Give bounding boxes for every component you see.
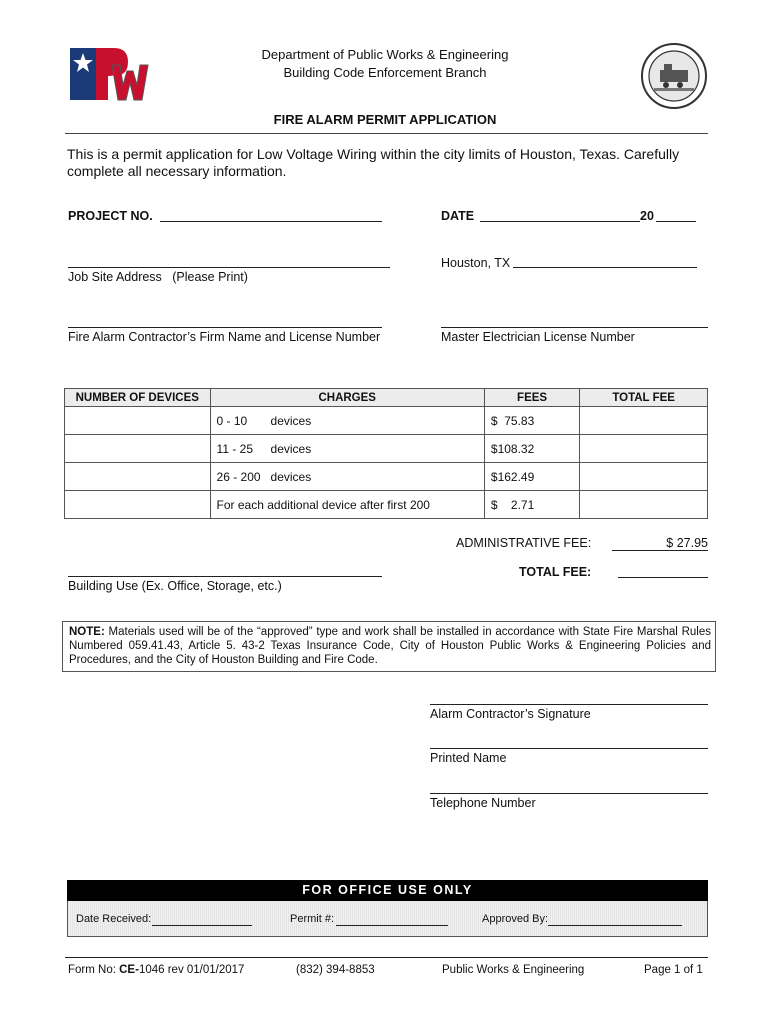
permit-no-label: Permit #:: [290, 913, 335, 925]
fee-cell: $108.32: [484, 435, 579, 463]
permit-no-field[interactable]: [336, 925, 448, 926]
printed-name-field[interactable]: [430, 748, 708, 749]
electrician-label: Master Electrician License Number: [441, 330, 635, 344]
total-fee-field[interactable]: [618, 577, 708, 578]
title-divider: [65, 133, 708, 134]
page-number: Page 1 of 1: [644, 964, 703, 976]
contractor-field[interactable]: [68, 327, 382, 328]
approved-by-field[interactable]: [548, 925, 682, 926]
charge-cell: For each additional device after first 200: [210, 491, 484, 519]
admin-fee-value: $ 27.95: [612, 536, 708, 551]
date-received-field[interactable]: [152, 925, 252, 926]
branch-name: Building Code Enforcement Branch: [283, 65, 487, 80]
building-use-field[interactable]: [68, 576, 382, 577]
table-row: [65, 463, 708, 491]
total-cell[interactable]: [580, 407, 708, 435]
job-site-field[interactable]: [68, 267, 390, 268]
approved-by-label: Approved By:: [482, 913, 549, 925]
note-box: [62, 621, 716, 672]
admin-fee-label: ADMINISTRATIVE FEE:: [456, 536, 592, 550]
intro-text: This is a permit application for Low Voltage Wiring within the city limits of Houston, Texas. Carefully complete all necessary information.: [67, 146, 680, 179]
signature-label: Alarm Contractor’s Signature: [430, 707, 591, 721]
date-received-label: Date Received:: [76, 913, 152, 925]
printed-name-label: Printed Name: [430, 751, 507, 765]
devices-cell[interactable]: [65, 491, 211, 519]
header-charges: CHARGES: [210, 389, 484, 407]
footer-phone: (832) 394-8853: [296, 964, 375, 976]
contractor-label: Fire Alarm Contractor’s Firm Name and License Number: [68, 330, 381, 344]
header-fees: FEES: [484, 389, 579, 407]
devices-cell[interactable]: [65, 407, 211, 435]
header-number-of-devices: NUMBER OF DEVICES: [65, 389, 211, 407]
office-use-heading: FOR OFFICE USE ONLY: [67, 880, 708, 901]
date-year: 20: [640, 209, 654, 223]
charge-cell: 26 - 200 devices: [210, 463, 484, 491]
telephone-label: Telephone Number: [430, 796, 536, 810]
total-fee-label: TOTAL FEE:: [519, 565, 592, 579]
date-label: DATE: [441, 209, 475, 223]
charge-cell: 0 - 10 devices: [210, 407, 484, 435]
form-number: Form No: CE-1046 rev 01/01/2017: [68, 964, 245, 976]
total-cell[interactable]: [580, 463, 708, 491]
office-use-box: [67, 901, 708, 937]
devices-cell[interactable]: [65, 463, 211, 491]
total-cell[interactable]: [580, 435, 708, 463]
houston-field[interactable]: [513, 267, 697, 268]
total-cell[interactable]: [580, 491, 708, 519]
date-field[interactable]: [480, 221, 640, 222]
fee-cell: $ 75.83: [484, 407, 579, 435]
note-label: NOTE:: [69, 626, 105, 638]
building-use-label: Building Use (Ex. Office, Storage, etc.): [68, 579, 282, 593]
pw-logo: [68, 45, 150, 103]
table-row: [65, 407, 708, 435]
telephone-field[interactable]: [430, 793, 708, 794]
project-no-field[interactable]: [160, 221, 382, 222]
fee-cell: $162.49: [484, 463, 579, 491]
date-year-field[interactable]: [656, 221, 696, 222]
charge-cell: 11 - 25 devices: [210, 435, 484, 463]
job-site-label: Job Site Address (Please Print): [68, 270, 248, 284]
devices-cell[interactable]: [65, 435, 211, 463]
department-name: Department of Public Works & Engineering: [261, 47, 509, 62]
project-no-label: PROJECT NO.: [68, 209, 153, 223]
houston-label: Houston, TX: [441, 256, 511, 270]
header-total-fee: TOTAL FEE: [580, 389, 708, 407]
note-text: Materials used will be of the “approved” type and work shall be installed in accordance with State Fire Marshal Rules Numbered 059.41.43, Article 5. 43-2 Texas Insurance Code, City of Houston Public Works & Engineering Policies and Procedures, and the City of Houston Building and Fire Code.: [69, 626, 711, 666]
fee-table-header: [65, 389, 708, 407]
form-title: FIRE ALARM PERMIT APPLICATION: [273, 112, 497, 127]
electrician-field[interactable]: [441, 327, 708, 328]
city-seal: [640, 42, 708, 110]
footer-divider: [65, 957, 708, 958]
fee-cell: $ 2.71: [484, 491, 579, 519]
table-row: [65, 491, 708, 519]
signature-field[interactable]: [430, 704, 708, 705]
table-row: [65, 435, 708, 463]
footer-org: Public Works & Engineering: [442, 964, 585, 976]
fee-table: [64, 388, 708, 519]
